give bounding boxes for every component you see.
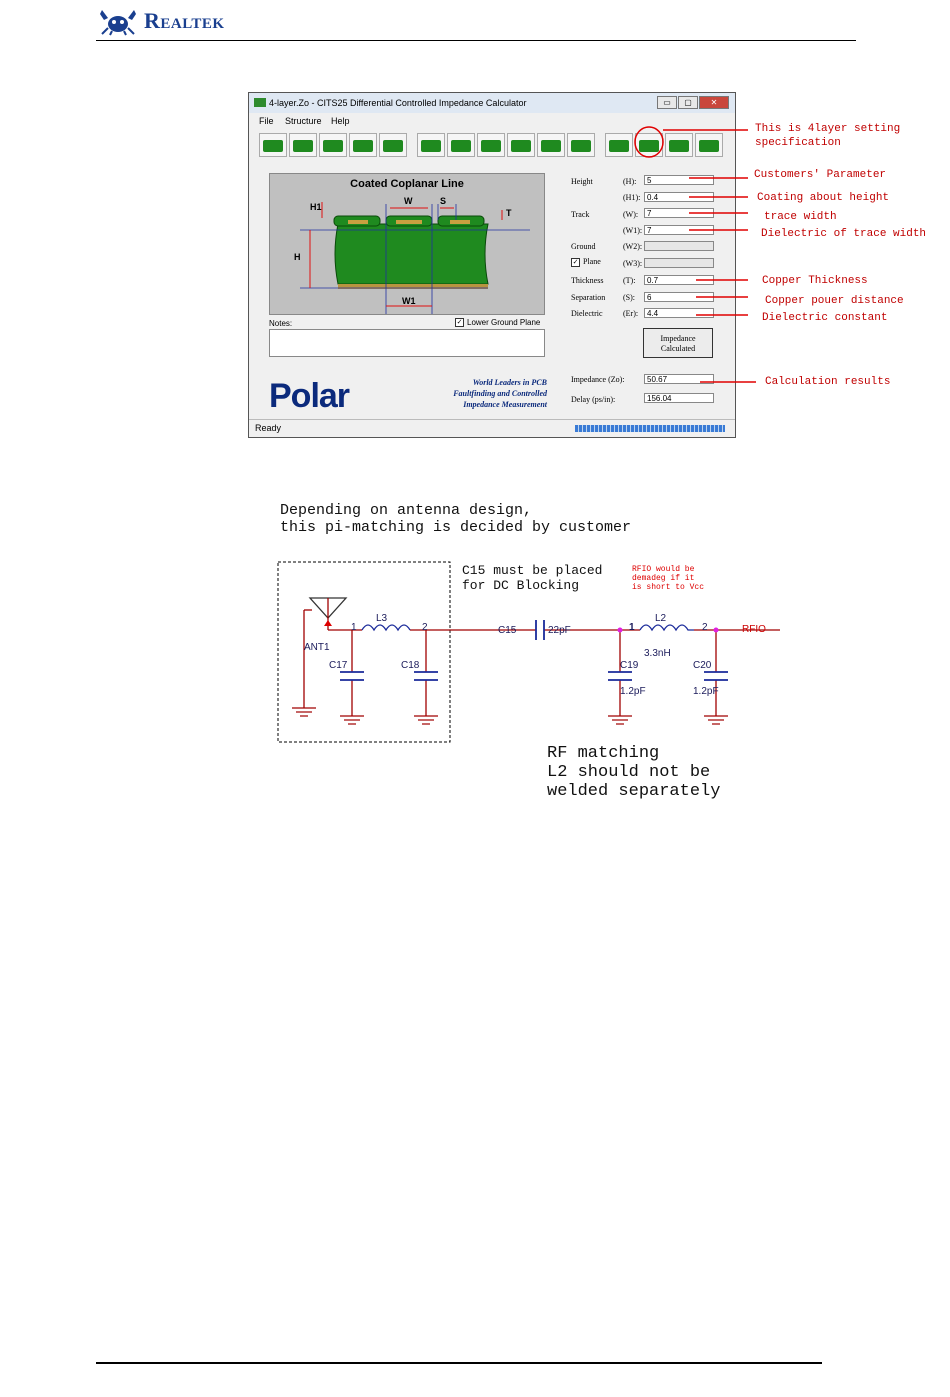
t-field[interactable]: 0.7 [644, 275, 714, 285]
delay-label: Delay (ps/in): [571, 395, 616, 404]
label-l2: L2 [655, 613, 667, 624]
w2-label: (W2): [623, 242, 643, 251]
h1-label: (H1): [623, 193, 641, 202]
annotation-copper-thickness: Copper Thickness [762, 275, 868, 287]
note-rfio: RFIO would be demadeg if it is short to Vcc [632, 565, 705, 592]
note-pi-matching: Depending on antenna design, this pi-matching is decided by customer [280, 502, 632, 536]
impedance-calculate-button[interactable]: Impedance Calculated [643, 328, 713, 358]
brand-name: Realtek [144, 8, 225, 33]
label-h: H [294, 252, 301, 262]
impedance-result: 50.67 [644, 374, 714, 384]
label-l3-pin2: 2 [422, 622, 428, 633]
label-t: T [506, 208, 512, 218]
track-label: Track [571, 210, 590, 219]
label-c17: C17 [329, 660, 348, 671]
lower-ground-plane-label: Lower Ground Plane [467, 318, 541, 327]
close-button[interactable]: ✕ [699, 96, 729, 109]
label-l3-pin1: 1 [351, 622, 357, 633]
label-l3: L3 [376, 613, 388, 624]
s-field[interactable]: 6 [644, 292, 714, 302]
lower-ground-plane-checkbox[interactable]: ✓ Lower Ground Plane [456, 318, 541, 327]
annotation-copper-distance: Copper pouer distance [765, 295, 904, 307]
er-label: (Er): [623, 309, 639, 318]
menu-file[interactable]: File [259, 116, 274, 126]
label-w1: W1 [402, 296, 416, 306]
annotation-trace-width: trace width [764, 211, 837, 223]
minimize-button[interactable]: ▭ [657, 96, 677, 109]
annotation-dielectric-trace: Dielectric of trace width [761, 228, 927, 240]
polar-slogan: World Leaders in PCB Faultfinding and Controlled Impedance Measurement [453, 378, 547, 409]
note-rf-matching: RF matching L2 should not be welded separately [547, 744, 721, 801]
annotation-dielectric-constant: Dielectric constant [762, 312, 888, 324]
label-h1: H1 [310, 202, 322, 212]
label-l2-pin1: 1 [629, 622, 635, 633]
label-c19-value: 1.2pF [620, 686, 646, 697]
label-l2-value: 3.3nH [644, 648, 671, 659]
impedance-label: Impedance (Zo): [571, 375, 625, 384]
h-field[interactable]: 5 [644, 175, 714, 185]
notes-label: Notes: [269, 319, 293, 328]
label-c20-value: 1.2pF [693, 686, 719, 697]
annotation-customers-param: Customers' Parameter [754, 169, 887, 181]
height-label: Height [571, 177, 593, 186]
delay-result: 156.04 [644, 393, 714, 403]
h-label: (H): [623, 177, 637, 186]
annotation-results: Calculation results [765, 376, 891, 388]
maximize-button[interactable]: ▢ [678, 96, 698, 109]
label-s: S [440, 196, 447, 206]
w-label: (W): [623, 210, 639, 219]
rf-schematic [0, 540, 950, 760]
dielectric-label: Dielectric [571, 309, 603, 318]
h1-field[interactable]: 0.4 [644, 192, 714, 202]
status-text: Ready [255, 423, 282, 433]
label-c19: C19 [620, 660, 639, 671]
label-ant1: ANT1 [304, 642, 330, 653]
annotation-layer-spec: This is 4layer setting specification [755, 123, 901, 149]
label-rfio: RFIO [742, 624, 766, 635]
t-label: (T): [623, 276, 636, 285]
label-l2-pin2: 2 [702, 622, 708, 633]
menu-help[interactable]: Help [331, 116, 350, 126]
label-c15: C15 [498, 625, 517, 636]
note-c15: C15 must be placed for DC Blocking [462, 563, 603, 593]
w3-label: (W3): [623, 259, 643, 268]
plane-checkbox[interactable]: ✓ Plane [572, 257, 601, 266]
polar-logo: Polar [269, 377, 350, 415]
label-w: W [404, 196, 413, 206]
thickness-label: Thickness [571, 276, 604, 285]
separation-label: Separation [571, 293, 606, 302]
er-field[interactable]: 4.4 [644, 308, 714, 318]
menu-structure[interactable]: Structure [285, 116, 322, 126]
w-field[interactable]: 7 [644, 208, 714, 218]
annotation-coating: Coating about height [757, 192, 890, 204]
w1-label: (W1): [623, 226, 643, 235]
label-c18: C18 [401, 660, 420, 671]
label-c15-value: 22pF [548, 625, 571, 636]
s-label: (S): [623, 293, 635, 302]
structure-title: Coated Coplanar Line [350, 178, 464, 190]
window-title: 4-layer.Zo - CITS25 Differential Controlled Impedance Calculator [269, 98, 527, 108]
label-c20: C20 [693, 660, 712, 671]
ground-label: Ground [571, 242, 596, 251]
w1-field[interactable]: 7 [644, 225, 714, 235]
footer-rule [96, 1362, 822, 1364]
